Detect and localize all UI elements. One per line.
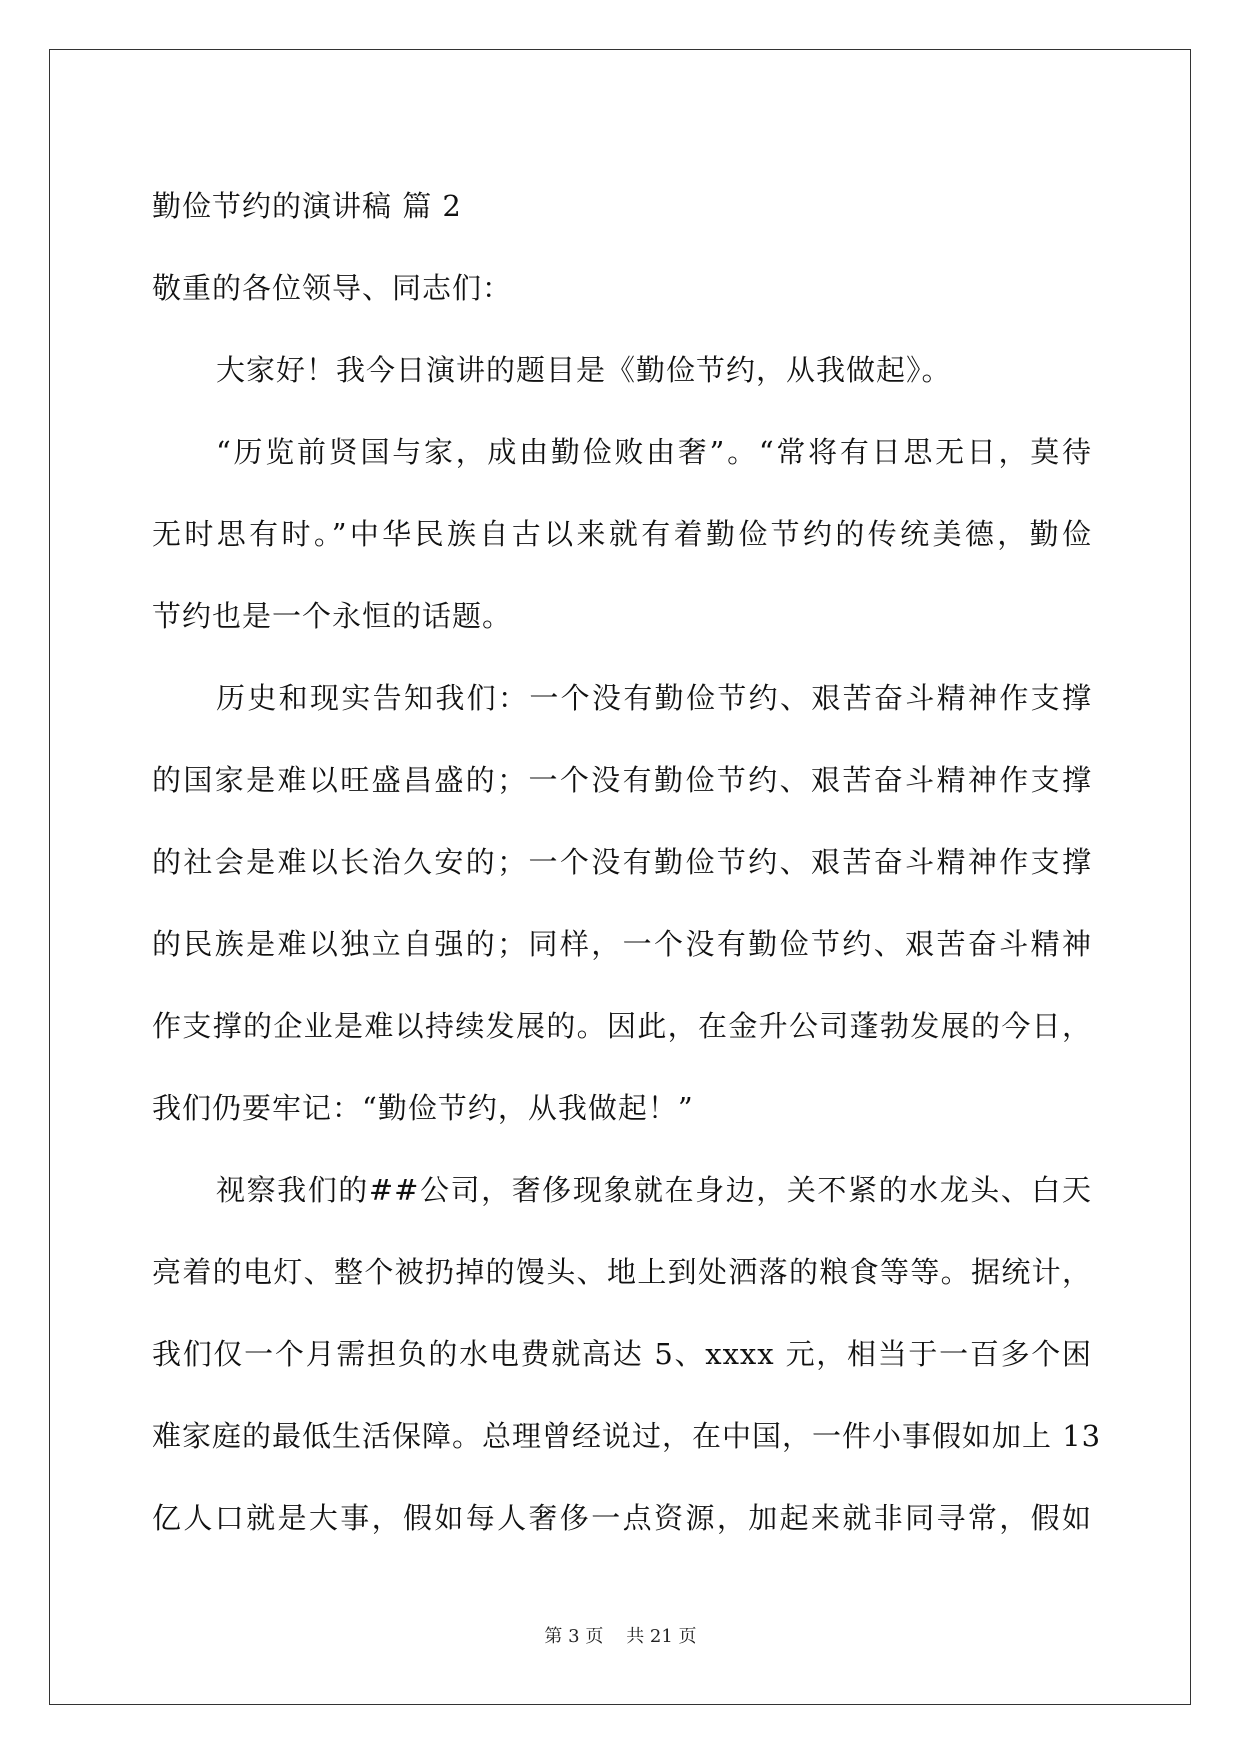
text-line: 的国家是难以旺盛昌盛的；一个没有勤俭节约、艰苦奋斗精神作支撑: [152, 763, 1092, 797]
text-line: 无时思有时。”中华民族自古以来就有着勤俭节约的传统美德，勤俭: [152, 517, 1092, 551]
document-heading: 勤俭节约的演讲稿 篇 2: [152, 189, 462, 223]
text-line: 的民族是难以独立自强的；同样，一个没有勤俭节约、艰苦奋斗精神: [152, 927, 1092, 961]
salutation: 敬重的各位领导、同志们：: [152, 271, 513, 305]
text-line: 亿人口就是大事，假如每人奢侈一点资源，加起来就非同寻常，假如: [152, 1501, 1092, 1535]
document-body: [152, 165, 1102, 1559]
text-line: 视察我们的##公司，奢侈现象就在身边，关不紧的水龙头、白天: [216, 1173, 1092, 1207]
text-line: 作支撑的企业是难以持续发展的。因此，在金升公司蓬勃发展的今日，: [152, 1009, 1092, 1043]
text-line: 我们仍要牢记：“勤俭节约，从我做起！”: [152, 1091, 694, 1125]
text-line: 亮着的电灯、整个被扔掉的馒头、地上到处洒落的粮食等等。据统计，: [152, 1255, 1092, 1289]
text-line: 历史和现实告知我们：一个没有勤俭节约、艰苦奋斗精神作支撑: [216, 681, 1092, 715]
text-line: 大家好！我今日演讲的题目是《勤俭节约，从我做起》。: [216, 353, 952, 387]
text-line: 难家庭的最低生活保障。总理曾经说过，在中国，一件小事假如加上 13: [152, 1419, 1102, 1453]
text-line: 的社会是难以长治久安的；一个没有勤俭节约、艰苦奋斗精神作支撑: [152, 845, 1092, 879]
page-footer: [0, 1622, 1241, 1648]
text-line: “历览前贤国与家，成由勤俭败由奢”。“常将有日思无日，莫待: [216, 435, 1092, 469]
text-line: 我们仅一个月需担负的水电费就高达 5、xxxx 元，相当于一百多个困: [152, 1337, 1092, 1371]
page-number: 第 3 页 共 21 页: [544, 1626, 697, 1647]
text-line: 节约也是一个永恒的话题。: [152, 599, 513, 633]
